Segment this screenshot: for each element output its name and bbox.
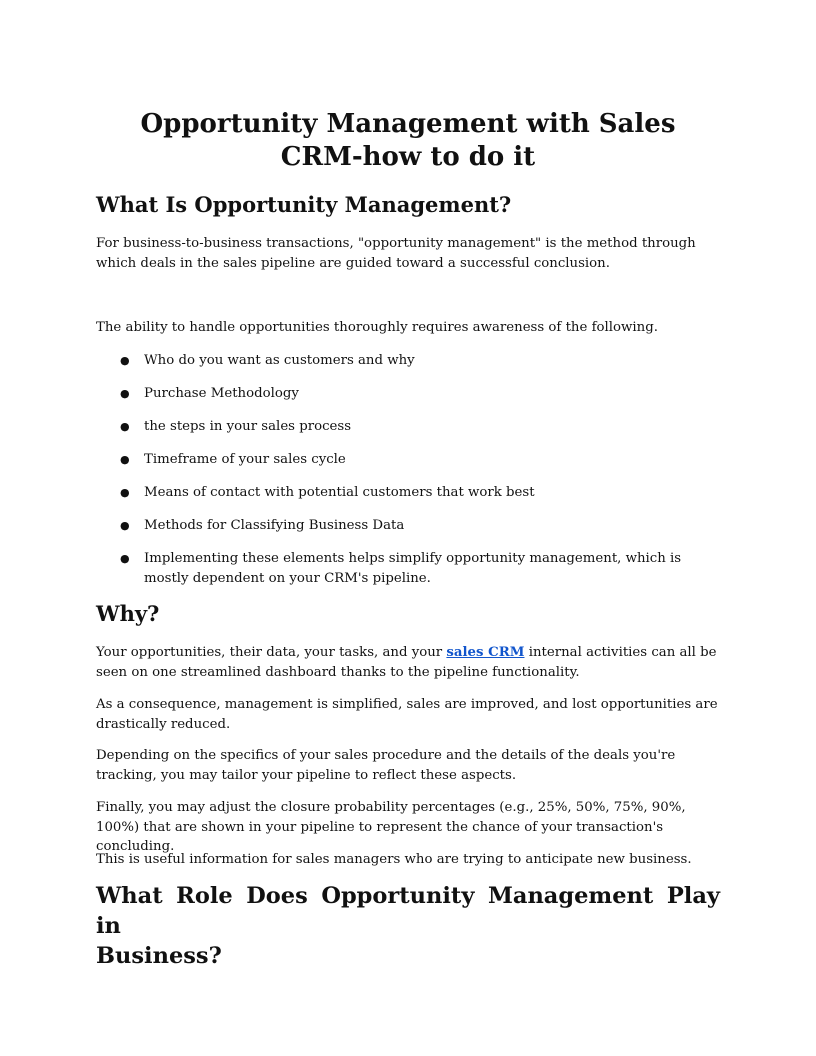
list-item	[96, 483, 720, 503]
why-paragraph-3: Depending on the specifics of your sales procedure and the details of the deals you're tracking, you may tailor your pipeline to reflect these aspects.	[96, 748, 676, 783]
list-item-text: Timeframe of your sales cycle	[144, 452, 346, 467]
document-title	[96, 108, 720, 174]
bullet-icon: ●	[120, 519, 130, 532]
heading-what-is-opportunity-management: What Is Opportunity Management?	[96, 192, 512, 217]
list-item-text: Who do you want as customers and why	[144, 353, 415, 368]
why-paragraph-1-start: Your opportunities, their data, your tasks, and your	[96, 645, 447, 660]
ability-paragraph: The ability to handle opportunities thoroughly requires awareness of the following.	[96, 320, 658, 335]
list-item-text: Implementing these elements helps simplify opportunity management, which is mostly dependent on your CRM's pipeline.	[144, 551, 682, 586]
heading-role-line-1: What Role Does Opportunity Management Play in	[96, 883, 720, 939]
sales-crm-link[interactable]: sales CRM	[446, 645, 525, 660]
list-item-text: the steps in your sales process	[144, 419, 352, 434]
title-line-1: Opportunity Management with Sales	[140, 109, 676, 139]
why-paragraph-2: As a consequence, management is simplified, sales are improved, and lost opportunities are drastically reduced.	[96, 697, 718, 732]
list-item	[96, 384, 720, 404]
document-page	[96, 0, 720, 1056]
intro-paragraph: For business-to-business transactions, "opportunity management" is the method through which deals in the sales pipeline are guided toward a successful conclusion.	[96, 236, 696, 271]
why-paragraph-1	[96, 643, 720, 682]
bullet-icon: ●	[120, 486, 130, 499]
why-paragraph-1-end: internal activities can all be seen on one streamlined dashboard thanks to the pipeline functionality.	[96, 645, 717, 680]
heading-role-line-2: Business?	[96, 943, 222, 969]
bullet-icon: ●	[120, 387, 130, 400]
heading-why: Why?	[96, 601, 160, 626]
list-item-text: Purchase Methodology	[144, 386, 299, 401]
bullet-icon: ●	[120, 453, 130, 466]
bullet-icon: ●	[120, 354, 130, 367]
list-item	[96, 351, 720, 371]
bullet-icon: ●	[120, 420, 130, 433]
title-line-2: CRM-how to do it	[280, 142, 536, 172]
list-item	[96, 417, 720, 437]
list-item	[96, 516, 720, 536]
list-item	[96, 450, 720, 470]
list-item	[96, 549, 720, 588]
why-paragraph-5: This is useful information for sales managers who are trying to anticipate new business.	[96, 852, 692, 867]
heading-role-of-opportunity-management	[96, 881, 720, 971]
list-item-text: Means of contact with potential customers that work best	[144, 485, 535, 500]
bullet-icon: ●	[120, 552, 130, 565]
list-item-text: Methods for Classifying Business Data	[144, 518, 405, 533]
why-paragraph-4: Finally, you may adjust the closure probability percentages (e.g., 25%, 50%, 75%, 90%, 100%) that are shown in your pipeline to represent the chance of your transaction's concluding.	[96, 800, 686, 854]
